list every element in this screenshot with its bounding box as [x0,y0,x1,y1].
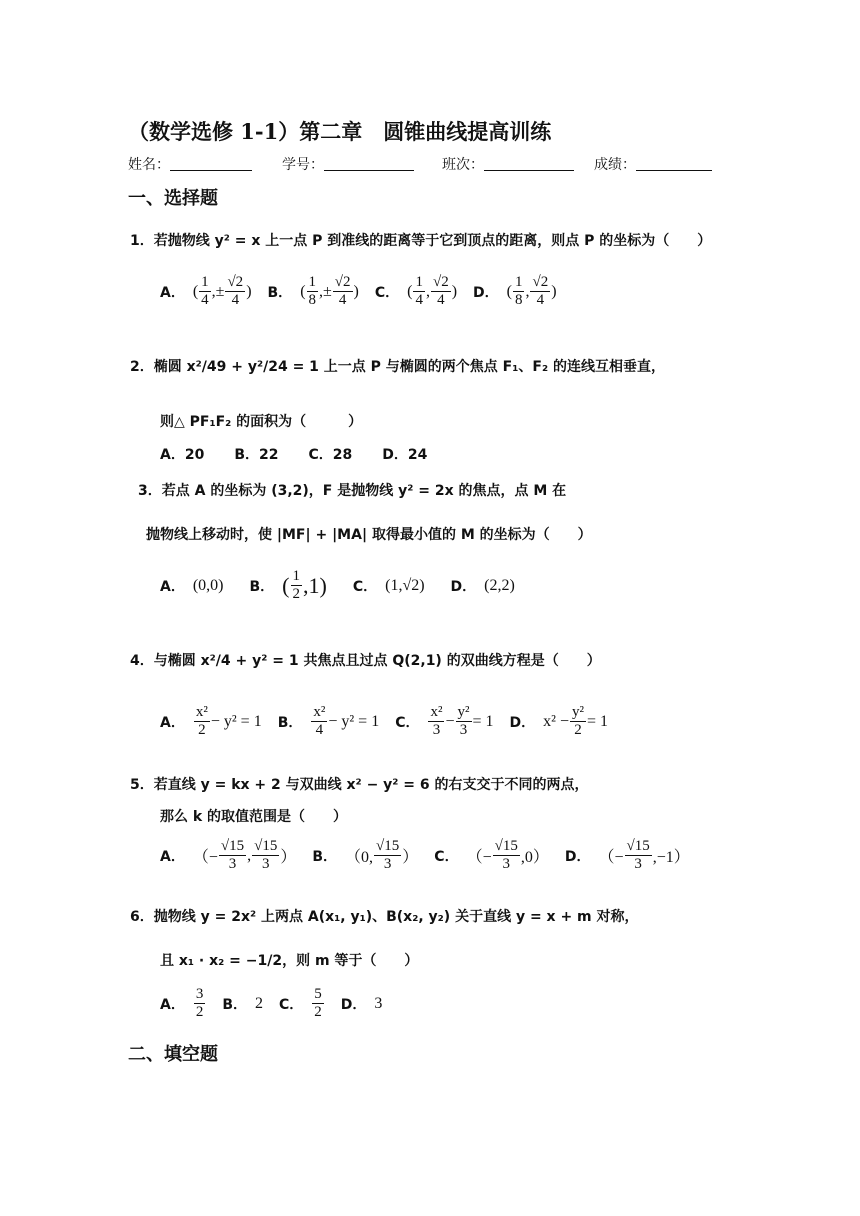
class-label: 班次： [442,157,484,173]
question-5-stem: 5．若直线 y = kx + 2 与双曲线 x² − y² = 6 的右支交于不同的两点， [130,777,589,793]
q1-option-a: A． ( $\frac{1}{4}$ ,± $\frac{√2}{4}$ ) [160,274,252,309]
q2-option-c: C．28 [308,447,353,463]
name-field [128,154,252,174]
question-6-line2: 且 x₁ · x₂ = −1/2，则 m 等于（ ） [160,953,419,969]
q1-option-b: B． ( $\frac{1}{8}$ ,± $\frac{√2}{4}$ ) [267,274,359,309]
question-5-line2: 那么 k 的取值范围是（ ） [160,809,348,825]
score-blank [636,156,712,171]
name-label: 姓名： [128,157,170,173]
q4-option-b: B． $\frac{\text{x²}}{4}$ − y² = 1 [277,704,380,739]
question-5-options [160,838,706,874]
q6-option-d: D． 3 [340,994,383,1013]
question-3-options [160,568,531,604]
q6-option-c: C． $\frac{5}{2}$ [279,986,322,1021]
question-6-options [160,986,398,1022]
q2-option-a: A．20 [160,447,205,463]
student-id-field [282,154,414,174]
q2-option-d: D．24 [382,447,428,463]
score-field [594,154,712,174]
q5-option-a: A． （− $\frac{√15}{3}$ , $\frac{√15}{3}$ ） [160,838,297,873]
question-3-stem: 3．若点 A 的坐标为 (3,2)，F 是抛物线 y² = 2x 的焦点，点 M 在 [138,483,567,499]
class-blank [484,156,574,171]
question-4-stem: 4．与椭圆 x²/4 + y² = 1 共焦点且过点 Q(2,1) 的双曲线方程是（ ） [130,653,601,669]
q6-option-b: B． 2 [222,994,264,1013]
question-3-line2: 抛物线上移动时，使 |MF| + |MA| 取得最小值的 M 的坐标为（ ） [146,527,592,543]
student-id-label: 学号： [282,157,324,173]
q3-option-b: B． ( $\frac{1}{2}$ ,1) [249,568,327,603]
question-2-stem: 2．椭圆 x²/49 + y²/24 = 1 上一点 P 与椭圆的两个焦点 F₁、F₂ 的连线互相垂直， [130,359,665,375]
q2-option-b: B．22 [234,447,279,463]
q5-option-c: C． （− $\frac{√15}{3}$ ,0） [434,838,549,873]
question-2-line2: 则△ PF₁F₂ 的面积为（ ） [160,414,363,430]
q5-option-b: B． （0, $\frac{√15}{3}$ ） [312,838,419,873]
question-2-options [160,444,427,464]
q4-option-c: C． $\frac{\text{x²}}{3}$ − $\frac{\text{y²}}{3}$ = 1 [395,704,494,739]
student-id-blank [324,156,414,171]
question-4-options [160,704,624,740]
q4-option-a: A． $\frac{\text{x²}}{2}$ − y² = 1 [160,704,262,739]
q1-option-c: C． ( $\frac{1}{4}$ , $\frac{√2}{4}$ ) [374,274,458,309]
question-1-options [160,274,573,310]
question-1-stem: 1．若抛物线 y² = x 上一点 P 到准线的距离等于它到顶点的距离，则点 P 的坐标为（ ） [130,233,712,249]
class-field [442,154,574,174]
name-blank [170,156,252,171]
q3-option-a: A． (0,0) [160,576,224,595]
q1-option-d: D． ( $\frac{1}{8}$ , $\frac{√2}{4}$ ) [473,274,557,309]
q6-option-a: A． $\frac{3}{2}$ [160,986,204,1021]
page-title: （数学选修 1-1）第二章 圆锥曲线提高训练 [128,119,552,144]
section-heading-choice: 一、选择题 [128,188,218,209]
q3-option-c: C． (1,√2) [352,576,425,595]
q4-option-d: D． x² − $\frac{\text{y²}}{2}$ = 1 [509,704,609,739]
score-label: 成绩： [594,157,636,173]
q5-option-d: D． （− $\frac{√15}{3}$ ,−1） [564,838,690,873]
question-6-stem: 6．抛物线 y = 2x² 上两点 A(x₁, y₁)、B(x₂, y₂) 关于直线 y = x + m 对称， [130,909,639,925]
q3-option-d: D． (2,2) [450,576,515,595]
section-heading-fill-blank: 二、填空题 [128,1044,218,1065]
